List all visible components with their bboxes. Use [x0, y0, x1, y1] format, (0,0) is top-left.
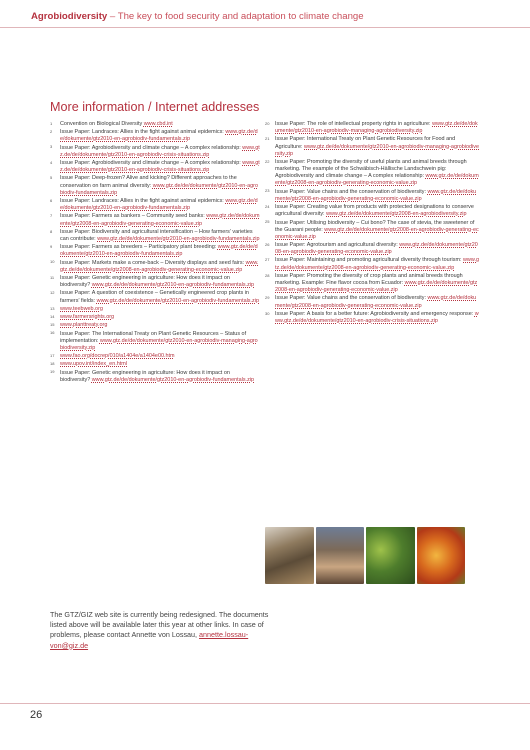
- reference-item: [265, 121, 480, 135]
- references-right-column: [265, 121, 480, 326]
- reference-link[interactable]: www.planttreaty.org: [60, 322, 108, 329]
- reference-item: [50, 244, 260, 258]
- page-number: 26: [30, 709, 43, 721]
- header-bold-title: Agrobiodiversity: [31, 11, 108, 22]
- reference-item: [265, 189, 480, 203]
- reference-number: 8: [50, 228, 53, 234]
- reference-number: 20: [265, 120, 270, 126]
- reference-link[interactable]: www.gtz.de/de/dokumente/gtz2008-en-agrobiodiv-generating-economic-value.zip: [60, 259, 259, 273]
- reference-link[interactable]: www.gtz.de/de/dokumente/gtz2008-en-agrobiodiv-generating-economic-value.zip: [275, 280, 478, 294]
- reference-text: Issue Paper: The International Treaty on Plant Genetic Resources – Status of implementation:: [60, 330, 247, 344]
- reference-link[interactable]: www.gtz.de/de/dokumente/gtz2010-en-agrobiodiv-fundamentals.zip: [60, 198, 258, 212]
- running-header: [31, 11, 506, 22]
- reference-number: 4: [50, 159, 53, 165]
- reference-number: 25: [265, 219, 270, 225]
- reference-number: 28: [265, 272, 270, 278]
- reference-item: [50, 121, 260, 128]
- reference-text: Issue Paper: International Treaty on Plant Genetic Resources for Food and Agriculture:: [275, 136, 456, 150]
- reference-text: Issue Paper: Promoting the diversity of useful plants and animal breeds through marketing. The example of the Schwäbisch-Hällische Landschwein pig: Agrobiodiversity and climate change – A complex relationship:: [275, 158, 467, 180]
- notice-text: The GTZ/GIZ web site is currently being redesigned. The documents listed above will be available later this year at other links. In case of problems, please contact Annette von Lossau,: [50, 610, 269, 640]
- reference-item: [265, 295, 480, 309]
- reference-item: [50, 306, 260, 313]
- reference-text: Issue Paper: Farmers as breeders – Participatory plant breeding:: [60, 244, 218, 251]
- reference-item: [265, 311, 480, 325]
- reference-number: 16: [50, 330, 55, 336]
- reference-text: Issue Paper: Landraces: Allies in the fight against animal epidemics:: [60, 129, 226, 136]
- produce-photo: [417, 527, 466, 584]
- reference-text: Issue Paper: Value chains and the conservation of biodiversity:: [275, 295, 428, 302]
- reference-link[interactable]: www.gtz.de/de/dokumente/gtz2008-en-agrobiodiv-generating-economic-value.zip: [60, 213, 260, 227]
- reference-text: Issue Paper: Agrobiodiversity and climate change – A complex relationship:: [60, 160, 243, 167]
- reference-text: Issue Paper: A basis for a better future: Agrobiodiversity and emergency response:: [275, 310, 475, 317]
- reference-text: Issue Paper: Biodiversity and agricultural intensification – How farmers’ varieties can contribute:: [60, 228, 253, 242]
- reference-number: 2: [50, 128, 53, 134]
- reference-text: Convention on Biological Diversity: [60, 121, 144, 127]
- reference-text: Issue Paper: Utilising biodiversity – Cui bono? The case of stevia, the sweetener of the Guarani people:: [275, 219, 475, 233]
- reference-text: Issue Paper: Value chains and the conservation of biodiversity:: [275, 188, 428, 195]
- reference-link[interactable]: www.gtz.de/de/dokumente/gtz2010-en-agrobiodiv-crisis-situations.zip: [60, 144, 260, 158]
- contact-email-link[interactable]: annette.lossau-von@giz.de: [50, 630, 249, 650]
- reference-item: [50, 275, 260, 289]
- reference-number: 26: [265, 241, 270, 247]
- reference-item: [50, 322, 260, 329]
- reference-number: 9: [50, 243, 53, 249]
- reference-number: 18: [50, 361, 55, 367]
- references-left-column: [50, 121, 260, 385]
- reference-text: Issue Paper: Farmers as bankers – Community seed banks:: [60, 213, 207, 220]
- section-title: More information / Internet addresses: [50, 100, 260, 114]
- reference-link[interactable]: www.teebweb.org: [60, 305, 103, 312]
- reference-link[interactable]: www.upov.int/index_en.html: [60, 361, 127, 368]
- reference-link[interactable]: www.gtz.de/de/dokumente/gtz2010-en-agrobiodiv-fundamentals.zip: [96, 297, 259, 304]
- reference-number: 10: [50, 259, 55, 265]
- reference-item: [50, 370, 260, 384]
- reference-item: [265, 220, 480, 241]
- reference-link[interactable]: www.gtz.de/de/dokumente/gtz2010-en-agrobiodiv-fundamentals.zip: [60, 244, 258, 258]
- reference-link[interactable]: www.gtz.de/de/dokumente/gtz2008-en-agrobiodiversity.zip: [326, 211, 467, 218]
- reference-number: 19: [50, 369, 55, 375]
- reference-item: [50, 213, 260, 227]
- reference-link[interactable]: www.gtz.de/de/dokumente/gtz2008-en-agrobiodiv-generating-economic-value.zip: [275, 242, 478, 256]
- reference-text: Issue Paper: Agrobiodiversity and climate change – A complex relationship:: [60, 144, 243, 151]
- reference-number: 21: [265, 136, 270, 142]
- reference-item: [50, 175, 260, 196]
- reference-number: 30: [265, 310, 270, 316]
- reference-link[interactable]: www.cbd.int: [143, 121, 173, 127]
- reference-item: [50, 129, 260, 143]
- reference-item: [50, 229, 260, 243]
- reference-number: 23: [265, 188, 270, 194]
- reference-text: Issue Paper: Genetic engineering in agriculture: How does it impact on biodiversity?: [60, 275, 230, 289]
- reference-text: Issue Paper: Markets make a come-back – Diversity displays and seed fairs:: [60, 259, 246, 266]
- reference-number: 15: [50, 322, 55, 328]
- reference-number: 6: [50, 197, 53, 203]
- reference-text: Issue Paper: The role of intellectual property rights in agriculture:: [275, 121, 433, 127]
- reference-number: 1: [50, 120, 53, 126]
- reference-number: 3: [50, 144, 53, 150]
- reference-link[interactable]: www.gtz.de/de/dokumente/gtz2008-en-agrobiodiv-generating-economic-value.zip: [275, 188, 477, 202]
- reference-link[interactable]: www.gtz.de/de/dokumente/gtz2008-en-agrobiodiv-generating-economic-value.zip: [275, 173, 479, 187]
- reference-text: Issue Paper: Agrotourism and agricultural diversity:: [275, 242, 400, 249]
- crops-photo: [366, 527, 415, 584]
- market-photo: [265, 527, 314, 584]
- reference-item: [50, 198, 260, 212]
- header-divider: [0, 27, 530, 28]
- reference-link[interactable]: www.farmersrights.org: [60, 314, 115, 321]
- reference-item: [50, 331, 260, 352]
- reference-text: Issue Paper: Landraces: Allies in the fight against animal epidemics:: [60, 198, 226, 205]
- reference-item: [265, 242, 480, 256]
- reference-link[interactable]: www.gtz.de/de/dokumente/gtz2010-en-agrobiodiv-fundamentals.zip: [91, 376, 255, 383]
- reference-item: [265, 273, 480, 294]
- reference-item: [50, 353, 260, 360]
- reference-link[interactable]: www.gtz.de/de/dokumente/gtz2008-en-agrobiodiv-generating-economic-value.zip: [275, 257, 480, 271]
- reference-number: 22: [265, 158, 270, 164]
- reference-link[interactable]: www.gtz.de/de/dokumente/gtz2010-en-agrobiodiv-crisis-situations.zip: [275, 310, 479, 324]
- reference-text: Issue Paper: Promoting the diversity of crop plants and animal breeds through marketing. Example: Fine flavor cocoa from Ecuador:: [275, 272, 463, 287]
- reference-link[interactable]: www.gtz.de/de/dokumente/gtz2010-en-agrobiodiv-fundamentals.zip: [97, 236, 260, 242]
- reference-number: 17: [50, 352, 55, 358]
- reference-item: [265, 257, 480, 271]
- reference-item: [50, 314, 260, 321]
- reference-link[interactable]: www.gtz.de/de/dokumente/gtz2010-en-agrobiodiv-managing-agrobiodiversity.zip: [275, 143, 480, 157]
- reference-link[interactable]: www.gtz.de/de/dokumente/gtz2010-en-agrobiodiv-managing-agrobiodiversity.zip: [275, 121, 478, 135]
- reference-link[interactable]: www.gtz.de/de/dokumente/gtz2010-en-agrobiodiv-managing-agrobiodiversity.zip: [60, 337, 258, 351]
- reference-number: 24: [265, 203, 270, 209]
- reference-item: [50, 145, 260, 159]
- reference-text: Issue Paper: Genetic engineering in agriculture: How does it impact on biodiversity?: [60, 369, 230, 383]
- people-photo: [316, 527, 365, 584]
- reference-number: 13: [50, 305, 55, 311]
- redesign-notice: [50, 610, 280, 651]
- reference-item: [265, 204, 480, 218]
- reference-item: [265, 159, 480, 188]
- reference-number: 14: [50, 313, 55, 319]
- reference-link[interactable]: www.gtz.de/de/dokumente/gtz2010-en-agrobiodiv-fundamentals.zip: [60, 129, 258, 143]
- reference-link[interactable]: www.gtz.de/de/dokumente/gtz2008-en-agrobiodiv-generating-economic-value.zip: [275, 295, 477, 309]
- reference-text: Issue Paper: Deep-frozen? Alive and kicking? Different approaches to the conservation on farm animal diversity:: [60, 175, 237, 189]
- footer-divider: [0, 703, 530, 704]
- reference-item: [50, 361, 260, 368]
- reference-link[interactable]: www.gtz.de/de/dokumente/gtz2008-en-agrobiodiv-generating-economic-value.zip: [275, 226, 479, 240]
- reference-item: [50, 160, 260, 174]
- reference-item: [50, 260, 260, 274]
- photo-strip: [265, 527, 465, 584]
- reference-number: 27: [265, 257, 270, 263]
- reference-number: 7: [50, 213, 53, 219]
- reference-link[interactable]: www.fao.org/docrep/010/a1404e/a1404e00.htm: [60, 353, 175, 360]
- reference-text: Issue Paper: A question of coexistence – Genetically engineered crop plants in farmers’ fields:: [60, 290, 249, 304]
- reference-link[interactable]: www.gtz.de/de/dokumente/gtz2010-en-agrobiodiv-fundamentals.zip: [60, 182, 258, 196]
- reference-number: 29: [265, 295, 270, 301]
- reference-item: [265, 136, 480, 157]
- reference-text: Issue Paper: Creating value from products with protected designations to conserve agricultural diversity:: [275, 204, 474, 218]
- reference-number: 5: [50, 175, 53, 181]
- reference-link[interactable]: www.gtz.de/de/dokumente/gtz2010-en-agrobiodiv-crisis-situations.zip: [60, 160, 260, 174]
- reference-text: Issue Paper: Maintaining and promoting agricultural diversity through tourism:: [275, 257, 463, 264]
- reference-link[interactable]: www.gtz.de/de/dokumente/gtz2010-en-agrobiodiv-fundamentals.zip: [91, 282, 255, 289]
- header-subtitle: – The key to food security and adaptation to climate change: [107, 11, 364, 22]
- reference-item: [50, 290, 260, 304]
- reference-number: 12: [50, 290, 55, 296]
- reference-number: 11: [50, 274, 55, 280]
